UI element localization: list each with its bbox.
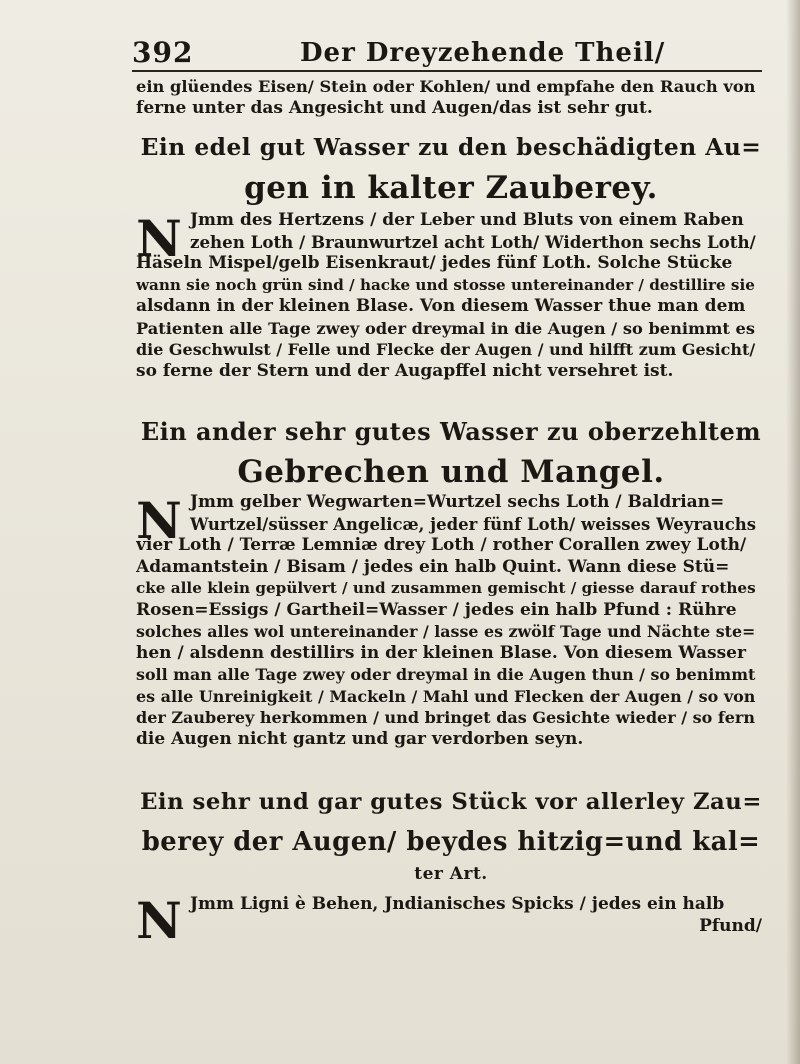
- text-line: solches alles wol untereinander / lasse es zwölf Tage und Nächte ste=: [136, 622, 756, 641]
- section-heading-1: [140, 128, 762, 208]
- text-line: cke alle klein gepülvert / und zusammen gemischt / giesse darauf rothes: [136, 579, 756, 597]
- text-line: wann sie noch grün sind / hacke und stosse untereinander / destillire sie: [136, 275, 755, 294]
- text-line: es alle Unreinigkeit / Mackeln / Mahl und Flecken der Augen / so von: [136, 686, 756, 706]
- text-line: die Augen nicht gantz und gar verdorben seyn.: [136, 728, 584, 749]
- text-line: Rosen=Essigs / Gartheil=Wasser / jedes ein halb Pfund : Rühre: [136, 599, 737, 620]
- heading-line: Ein edel gut Wasser zu den beschädigten Au=: [140, 134, 762, 161]
- heading-line: Ein sehr und gar gutes Stück vor allerley Zau=: [140, 789, 762, 815]
- text-line: ein glüendes Eisen/ Stein oder Kohlen/ und empfahe den Rauch von: [136, 77, 756, 96]
- text-line: Jmm gelber Wegwarten=Wurtzel sechs Loth / Baldrian=: [190, 492, 725, 512]
- text-line: vier Loth / Terræ Lemniæ drey Loth / rother Corallen zwey Loth/: [136, 535, 747, 555]
- text-line: Häseln Mispel/gelb Eisenkraut/ jedes fünf Loth. Solche Stücke: [136, 253, 733, 273]
- intro-paragraph: [136, 76, 762, 119]
- text-line: zehen Loth / Braunwurtzel acht Loth/ Widerthon sechs Loth/: [190, 231, 756, 252]
- heading-line: Gebrechen und Mangel.: [237, 454, 665, 490]
- text-line: Jmm des Hertzens / der Leber und Bluts von einem Raben: [190, 210, 744, 230]
- text-line: Jmm Ligni è Behen, Jndianisches Spicks / jedes ein halb: [190, 894, 725, 914]
- text-line: Patienten alle Tage zwey oder dreymal in die Augen / so benimmt es: [136, 318, 755, 338]
- text-line: so ferne der Stern und der Augapffel nicht versehret ist.: [136, 360, 674, 381]
- heading-line: ter Art.: [414, 864, 488, 884]
- text-line: Pfund/: [699, 915, 762, 936]
- running-title: Der Dreyzehende Theil/: [300, 38, 666, 68]
- text-line: die Geschwulst / Felle und Flecke der Augen / und hilfft zum Gesicht/: [136, 340, 756, 359]
- text-line: ferne unter das Angesicht und Augen/das ist sehr gut.: [136, 97, 653, 118]
- page-edge-shadow: [786, 0, 800, 1064]
- text-line: hen / alsdenn destillirs in der kleinen Blase. Von diesem Wasser: [136, 642, 746, 663]
- drop-cap: N: [136, 209, 182, 268]
- page-header: [132, 36, 762, 72]
- section-1-paragraph: [136, 210, 762, 382]
- section-heading-3: [140, 782, 762, 886]
- text-line: Adamantstein / Bisam / jedes ein halb Quint. Wann diese Stü=: [136, 556, 730, 577]
- section-2-paragraph: [136, 492, 762, 750]
- section-heading-2: [140, 412, 762, 492]
- page-number: 392: [132, 36, 194, 69]
- text-line: Wurtzel/süsser Angelicæ, jeder fünf Loth/ weisses Weyrauchs: [190, 514, 757, 534]
- section-3-paragraph: [136, 894, 762, 937]
- text-line: alsdann in der kleinen Blase. Von diesem Wasser thue man dem: [136, 296, 746, 316]
- text-line: der Zauberey herkommen / und bringet das Gesichte wieder / so fern: [136, 708, 755, 727]
- heading-line: berey der Augen/ beydes hitzig=und kal=: [141, 827, 761, 857]
- text-line: soll man alle Tage zwey oder dreymal in die Augen thun / so benimmt: [136, 665, 756, 684]
- heading-line: gen in kalter Zauberey.: [244, 170, 658, 206]
- drop-cap: N: [136, 891, 182, 950]
- heading-line: Ein ander sehr gutes Wasser zu oberzehltem: [140, 417, 762, 446]
- drop-cap: N: [136, 491, 182, 550]
